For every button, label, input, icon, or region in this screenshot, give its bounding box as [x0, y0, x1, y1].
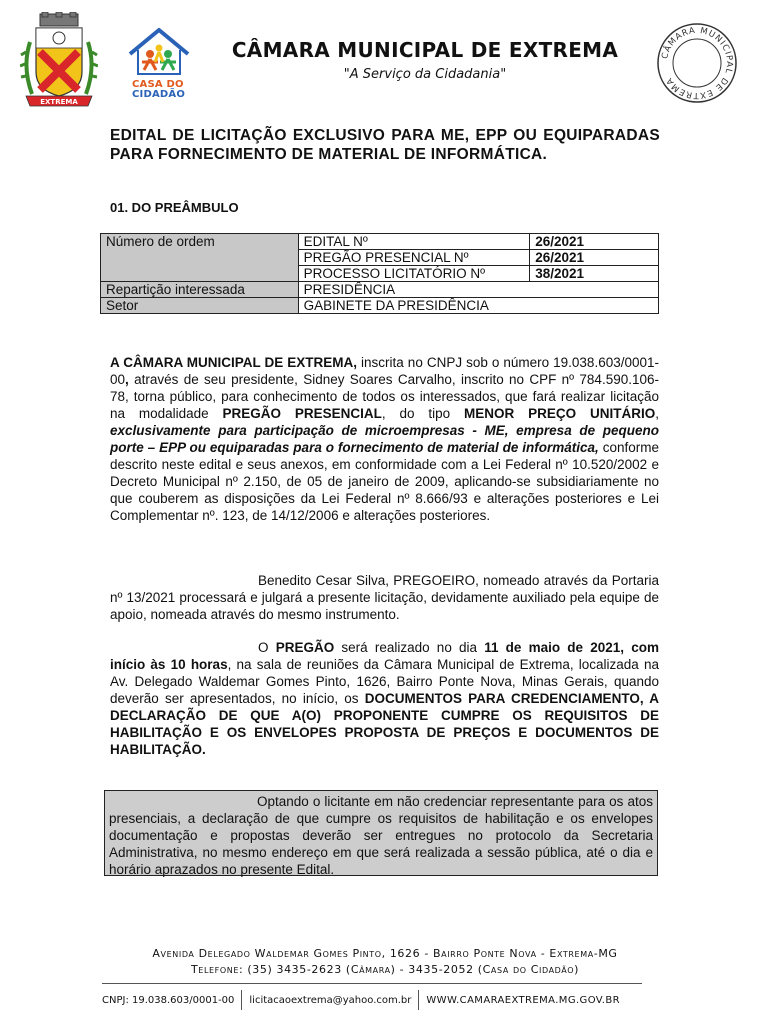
footer-address: Avenida Delegado Waldemar Gomes Pinto, 1626 - Bairro Ponte Nova - Extrema-MG: [152, 947, 618, 960]
casa-do-cidadao-label: [132, 80, 185, 100]
footer-website-link[interactable]: WWW.CAMARAEXTREMA.MG.GOV.BR: [426, 994, 620, 1006]
document-heading: EDITAL DE LICITAÇÃO EXCLUSIVO PARA ME, EPP OU EQUIPARADAS PARA FORNECIMENTO DE MATERIAL DE INFORMÁTICA.: [110, 127, 660, 163]
svg-text:CÂMARA MUNICIPAL DE EXTREMA: [660, 26, 734, 100]
footer-email-link[interactable]: licitacaoextrema@yahoo.com.br: [249, 994, 412, 1006]
page-subtitle: "A Serviço da Cidadania": [343, 67, 507, 82]
municipal-crest-logo: [20, 12, 98, 110]
credenciamento-note-box: [104, 790, 658, 876]
footer-address-block: [90, 946, 680, 978]
table-row: [101, 298, 659, 314]
para3-pregao: PREGÃO: [275, 640, 335, 655]
para1-text-b: inscrita no CNPJ sob o número 19.038.603/0001-00: [110, 355, 659, 387]
footer-separator: [418, 990, 419, 1010]
para1-modalidade: PREGÃO PRESENCIAL: [222, 406, 382, 421]
reparticao-label: Repartição interessada: [101, 282, 299, 298]
para1-exclusivo: exclusivamente para participação de microempresas - ME, empresa de pequeno porte – EPP ou equiparadas para o fornecimento de material de informática,: [110, 423, 659, 455]
edital-value: 26/2021: [530, 234, 659, 250]
preamble-table: [100, 233, 659, 314]
page-title: CÂMARA MUNICIPAL DE EXTREMA: [231, 38, 619, 62]
setor-label: Setor: [101, 298, 299, 314]
crest-banner-text: EXTREMA: [40, 98, 78, 106]
para1-text-h: ,: [655, 406, 659, 421]
box-note-text: Optando o licitante em não credenciar representante para os atos presenciais, a declaração de que cumpre os requisitos de habilitação e os envelopes documentação e propostas deverão ser entregues no protocolo da Secretaria Administrativa, no mesmo endereço em que será realizada a sessão pública, até o dia e horário aprazados no presente Edital.: [109, 794, 653, 877]
casa-label-line2: CIDADÃO: [132, 89, 186, 100]
para1-bold-c: ,: [125, 372, 129, 387]
para3-documentos: DOCUMENTOS PARA CREDENCIAMENTO, A DECLARAÇÃO DE QUE A(O) PROPONENTE CUMPRE OS REQUISITOS DE HABILITAÇÃO E OS ENVELOPES PROPOSTA DE PREÇOS E DOCUMENTOS DE HABILITAÇÃO.: [110, 691, 659, 757]
para3-date: 11 de maio de 2021, com início às 10 horas: [110, 640, 659, 672]
para3-text-e: , na sala de reuniões da Câmara Municipal de Extrema, localizada na Av. Delegado Waldemar Gomes Pinto, 1626, Bairro Ponte Nova, Minas Gerais, quando deverão ser apresentados, no início, os: [110, 657, 659, 706]
footer-separator: [241, 990, 242, 1010]
footer-phone: Telefone: (35) 3435-2623 (Câmara) - 3435-2052 (Casa do Cidadão): [190, 963, 580, 976]
pregao-value: 26/2021: [530, 250, 659, 266]
official-seal-stamp: [656, 22, 738, 104]
numero-ordem-label: Número de ordem: [101, 234, 299, 282]
footer-divider: [102, 983, 642, 984]
table-row: [101, 234, 659, 250]
para3-text-a: O: [258, 640, 276, 655]
intro-paragraph: [110, 354, 659, 524]
para1-tipo: MENOR PREÇO UNITÁRIO: [464, 406, 656, 421]
para1-bold-a: A CÂMARA MUNICIPAL DE EXTREMA,: [110, 355, 358, 370]
para1-text-f: , do tipo: [381, 406, 464, 421]
setor-value: GABINETE DA PRESIDÊNCIA: [298, 298, 658, 314]
para3-text-c: será realizado no dia: [334, 640, 485, 655]
section-title: 01. DO PREÂMBULO: [110, 200, 239, 215]
table-row: [101, 282, 659, 298]
processo-label: PROCESSO LICITATÓRIO Nº: [298, 266, 530, 282]
seal-text: CÂMARA MUNICIPAL DE EXTREMA: [660, 25, 735, 101]
reparticao-value: PRESIDÊNCIA: [298, 282, 658, 298]
footer-cnpj: CNPJ: 19.038.603/0001-00: [102, 994, 235, 1006]
footer-contact-bar: [102, 990, 642, 1010]
pregao-label: PREGÃO PRESENCIAL Nº: [298, 250, 530, 266]
casa-label-line1: CASA DO: [132, 79, 184, 90]
edital-label: EDITAL Nº: [298, 234, 530, 250]
para2-text: Benedito Cesar Silva, PREGOEIRO, nomeado através da Portaria nº 13/2021 processará e julgará a presente licitação, devidamente auxiliado pela equipe de apoio, nomeada através do mesmo instrumento.: [110, 573, 659, 622]
pregao-date-paragraph: [110, 639, 659, 758]
processo-value: 38/2021: [530, 266, 659, 282]
para1-text-d: através de seu presidente, Sidney Soares Carvalho, inscrito no CPF nº 784.590.106-78, torna público, para conhecimento de todos os interessados, que fará realizar licitação na modalidade: [110, 372, 659, 421]
para1-text-j: conforme descrito neste edital e seus anexos, em conformidade com a Lei Federal nº 10.520/2002 e Decreto Municipal nº 2.150, de 05 de janeiro de 2009, aplicando-se subsidiariamente no que couberem as disposições da Lei Federal nº 8.666/93 e alterações posteriores e Lei Complementar nº. 123, de 14/12/2006 e alterações posteriores.: [110, 440, 659, 523]
pregoeiro-paragraph: [110, 572, 659, 623]
